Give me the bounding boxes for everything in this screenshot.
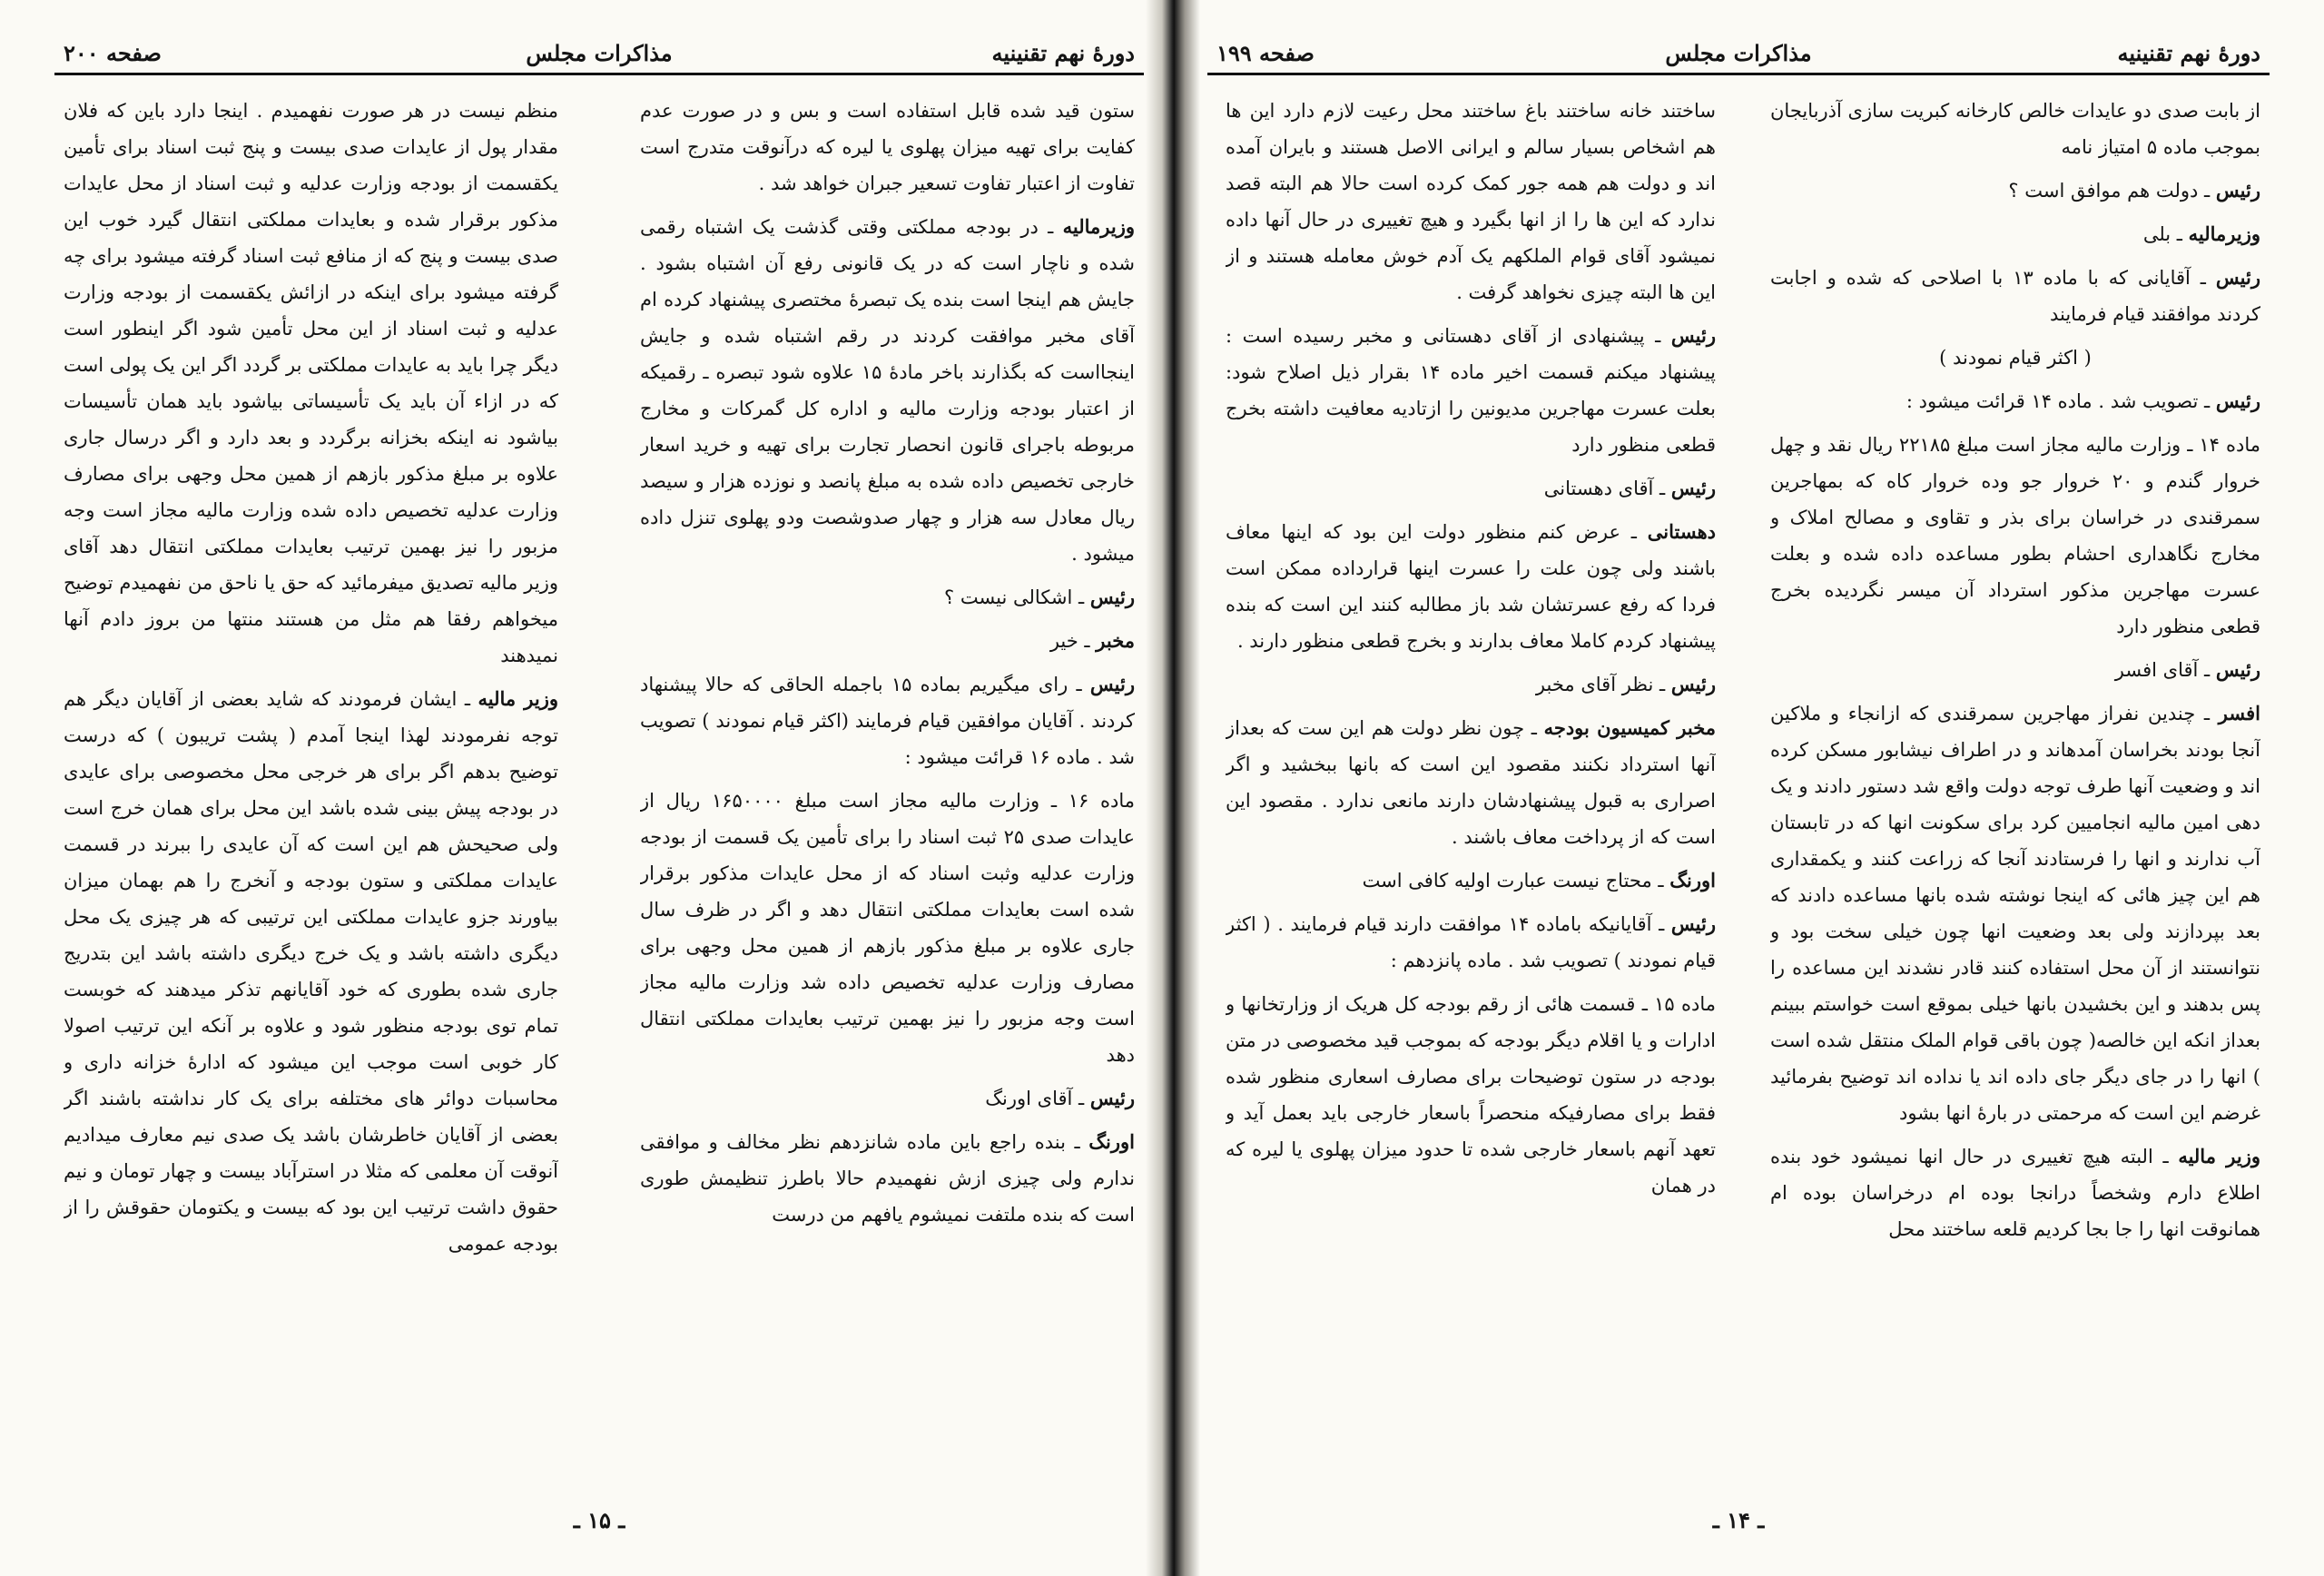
paragraph-text: ـ آقای اورنگ [985,1088,1085,1109]
book-spine [1146,0,1200,1576]
paragraph-text: ـ پیشنهادی از آقای دهستانی و مخبر رسیده است : پیشنهاد میکنم قسمت اخیر ماده ۱۴ بقرار ذیل اصلاح شود: بعلت عسرت مهاجرین مدیونین را ازتادیه معافیت داشته بخرج قطعی منظور دارد [1226,325,1716,456]
speaker-name: رئیس [2215,658,2260,681]
session-label: دورهٔ نهم تقنینیه [2117,40,2260,66]
speaker-name: رئیس [1670,324,1716,347]
text-column-left [1226,93,1716,1468]
paragraph-text: ـ بلی [2142,223,2182,245]
paragraph [1770,93,2260,165]
paragraph [1226,862,1716,899]
paragraph-text: ماده ۱۴ ـ وزارت مالیه مجاز است مبلغ ۲۲۱۸۵ ریال نقد و چهل خروار گندم و ۲۰ خروار جو وده خروار کاه که بمهاجرین سمرقندی در خراسان برای بذر و تقاوی و مصالح املاک و مخارج نگاهداری احشام بطور مساعده داده شده و بعلت عسرت مهاجرین مذکور استرداد آن میسر نگردیده بخرج قطعی منظور دارد [1770,434,2260,637]
paragraph-text: ـ چندین نفراز مهاجرین سمرقندی که ازانجاء و ملاکین آنجا بودند بخراسان آمدهاند و در اطراف نیشابور مسکن کرده اند و وضعیت آنها طرف توجه دولت واقع شد دستور دادند و یک دهی امین مالیه انجامیین کرد برای سکونت انها که در تابستان آب ندارند و انها را فرستادند آنجا که زراعت کنند و یکمقداری هم این چیز هائی که اینجا نوشته شده بانها مساعده دادند که بعد بپردازند ولی بعد وضعیت انها چون خیلی سخت بود و نتوانستند از آن محل استفاده کنند قادر نشدند این مساعده را پس بدهند و این بخشیدن بانها خیلی بموقع است خواستم ببینم بعداز انکه این خالصه( چون باقی قوام الملک منتقل شده است ) انها را در جای دیگر جای داده اند یا نداده اند توضیح بفرمائید غرضم این است که مرحمتی در بارهٔ انها بشود [1770,703,2260,1124]
paragraph-text: از بابت صدی دو عایدات خالص کارخانه کبریت سازی آذربایجان بموجب ماده ۵ امتیاز نامه [1770,100,2260,158]
paragraph-text: ـ اشکالی نیست ؟ [944,586,1085,608]
text-column-right [640,93,1135,1468]
paragraph-text: ـ آقای افسر [2114,659,2211,681]
paragraph-text: ( اکثر قیام نمودند ) [1939,347,2092,369]
speaker-name: وزیرمالیه [2188,222,2260,245]
speaker-name: اورنگ [1088,1130,1135,1153]
page-header [54,36,1144,75]
paragraph-text: ـ چون نظر دولت هم این ست که بعداز آنها استرداد نکنند مقصود این است که بانها ببخشید و اگر اصراری به قبول پیشنهادشان دارند مانعی ندارد . مقصود این است که از پرداخت معاف باشند . [1226,717,1716,848]
paragraph-text: ـ در بودجه مملکتی وقتی گذشت یک اشتباه رقمی شده و ناچار است که در یک قانونی رفع آن اشتباه بشود . جایش هم اینجا است بنده یک تبصرهٔ مختصری پیشنهاد کرده ام آقای مخبر موافقت کردند در رقم اشتباه شده و جایش اینجااست که بگذارند باخر مادهٔ ۱۵ علاوه شود تبصره ـ رقمیکه از اعتبار بودجه وزارت مالیه و اداره کل گمرکات و مخارج مربوطه باجرای قانون انحصار تجارت برای تهیه و خرید اسعار خارجی تخصیص داده شده به مبلغ پانصد و نوزده هزار و سیصد ریال معادل سه هزار و چهار صدوشصت ودو پهلوی تنزل داده میشود . [640,216,1135,565]
paragraph [640,579,1135,616]
speaker-name: رئیس [1089,586,1135,608]
text-column-right [1770,93,2260,1468]
page-label: صفحه ۱۹۹ [1216,40,1315,66]
paragraph-text: ـ نظر آقای مخبر [1535,674,1666,695]
speaker-name: رئیس [1670,673,1716,695]
speaker-name: وزیرمالیه [1062,215,1135,238]
paragraph-text: منظم نیست در هر صورت نفهمیدم . اینجا دارد باین که فلان مقدار پول از عایدات صدی بیست و پنج ثبت اسناد برای تأمین یکقسمت از بودجه وزارت عدلیه و ثبت اسناد از محل عایدات مذکور برقرار شده و بعایدات مملکتی انتقال گیرد خوب این صدی بیست و پنج که از منافع ثبت اسناد گرفته میشود برای چه گرفته میشود برای اینکه در ازائش یکقسمت از بودجه وزارت عدلیه و ثبت اسناد از این محل تأمین شود اگر اینطور است دیگر چرا باید به عایدات مملکتی بر گردد اگر این یک پولی است که در ازاء آن باید یک تأسیساتی بیاشود باید همان تأسیسات بیاشود نه اینکه بخزانه برگردد و بعد دارد و اگر درسال جاری علاوه بر مبلغ مذکور بازهم از همین محل وجهی برای مصارف وزارت عدلیه تخصیص داده شده وزارت مالیه مجاز است وجه مزبور را نیز بهمین ترتیب بعایدات مملکتی انتقال دهد آقای وزیر مالیه تصدیق میفرمائید که حق یا ناحق من نفهمیدم توضیح میخواهم رفقا هم مثل من هستند منتها من بروز دادم آنها نمیدهند [64,100,558,666]
header-title: مذاکرات مجلس [1665,40,1812,66]
paragraph [640,93,1135,202]
speaker-name: اورنگ [1669,869,1716,891]
speaker-name: رئیس [2215,389,2260,412]
speaker-name: رئیس [1089,673,1135,695]
speaker-name: مخبر [1096,629,1135,652]
paragraph [1226,514,1716,659]
speaker-name: دهستانی [1647,520,1716,543]
paragraph [1226,906,1716,979]
left-page [54,0,1144,1576]
text-column-left [64,93,558,1468]
speaker-name: وزیر مالیه [2178,1145,2260,1167]
header-title: مذاکرات مجلس [526,40,673,66]
speaker-name: رئیس [2215,179,2260,202]
paragraph [640,666,1135,775]
page-number: ـ ۱۵ ـ [573,1507,625,1533]
speaker-name: رئیس [1089,1087,1135,1109]
paragraph [1770,652,2260,688]
paragraph [1770,260,2260,332]
paragraph-text: ـ عرض کنم منظور دولت این بود که اینها معاف باشند ولی چون علت را عسرت اینها قرارداده ممکن است فردا که رفع عسرتشان شد باز مطالبه کنند این است که بنده پیشنهاد کردم کاملا معاف بدارند و بخرج قطعی منظور دارند . [1226,521,1716,652]
paragraph [640,783,1135,1073]
speaker-name: وزیر مالیه [478,687,558,710]
paragraph [1770,427,2260,645]
paragraph-text: ـ تصویب شد . ماده ۱۴ قرائت میشود : [1905,390,2211,412]
paragraph [640,1080,1135,1117]
page-label: صفحه ۲۰۰ [64,40,162,66]
paragraph-text: ـ بنده راجع باین ماده شانزدهم نظر مخالف و موافقی ندارم ولی چیزی ازش نفهمیدم حالا باطرز تنظیمش طوری است که بنده ملتفت نمیشوم یافهم من درست [640,1131,1135,1226]
paragraph [1770,1138,2260,1247]
paragraph-text: ـ البته هیچ تغییری در حال انها نمیشود خود بنده اطلاع دارم وشخصاً درانجا بوده ام درخراسان بوده ام همانوقت انها را جا بجا کردیم قلعه ساختند محل [1770,1146,2260,1240]
session-label: دورهٔ نهم تقنینیه [991,40,1135,66]
paragraph [1770,172,2260,209]
speaker-name: رئیس [1670,477,1716,499]
paragraph [1226,318,1716,463]
speaker-name: رئیس [1670,912,1716,935]
paragraph-text: ستون قید شده قابل استفاده است و بس و در صورت عدم کفایت برای تهیه میزان پهلوی یا لیره که درآنوقت متدرج است تفاوت از اعتبار تفاوت تسعیر جبران خواهد شد . [640,100,1135,194]
paragraph [1770,383,2260,419]
right-page [1207,0,2270,1576]
paragraph-text: ـ آقای دهستانی [1543,478,1666,499]
paragraph-text: ساختند خانه ساختند باغ ساختند محل رعیت لازم دارد این ها هم اشخاص بسیار سالم و ایرانی الاصل هستند و بایران آمده اند و دولت هم همه جور کمک کرده است حالا هم البته قصد ندارد که این ها را از انها بگیرد و هیچ تغییری در حال آنها داده نمیشود آقای قوام الملکهم یک آدم خوش معامله هستند و از این ها البته چیزی نخواهد گرفت . [1226,100,1716,303]
paragraph [1226,470,1716,507]
paragraph [1226,93,1716,310]
paragraph-text: ـ آقایانی که با ماده ۱۳ با اصلاحی که شده و اجابت کردند موافقند قیام فرمایند [1770,267,2260,325]
page-number: ـ ۱۴ ـ [1712,1507,1765,1533]
speaker-name: مخبر کمیسیون بودجه [1543,716,1716,739]
paragraph [1770,695,2260,1131]
page-header [1207,36,2270,75]
paragraph-text: ماده ۱۶ ـ وزارت مالیه مجاز است مبلغ ۱۶۵۰۰۰۰ ریال از عایدات صدی ۲۵ ثبت اسناد را برای تأمین یک قسمت از بودجه وزارت عدلیه وثبت اسناد که از محل عایدات مذکور برقرار شده است بعایدات مملکتی انتقال دهد و اگر در ظرف سال جاری علاوه بر مبلغ مذکور بازهم از همین محل وجهی برای مصارف وزارت عدلیه تخصیص داده شد وزارت مالیه مجاز است وجه مزبور را نیز بهمین ترتیب بعایدات مملکتی انتقال دهد [640,790,1135,1066]
paragraph [1770,216,2260,252]
paragraph-text: ـ دولت هم موافق است ؟ [2008,180,2211,202]
paragraph [64,681,558,1262]
paragraph [1226,666,1716,703]
speaker-name: رئیس [2215,266,2260,289]
paragraph [640,1124,1135,1233]
paragraph [1226,986,1716,1204]
paragraph-text: ـ ایشان فرمودند که شاید بعضی از آقایان دیگر هم توجه نفرمودند لهذا اینجا آمدم ( پشت تریبون ) که درست توضیح بدهم اگر برای هر خرجی محل مخصوصی برای عایدی در بودجه پیش بینی شده باشد این محل برای همان خرج است ولی صحیحش هم این است که آن عایدی را ببرند در قسمت عایدات مملکتی و ستون بودجه و آنخرج را هم بهمان میزان بیاورند جزو عایدات مملکتی این ترتیبی که هر چیزی یک محل دیگری داشته باشد و یک خرج دیگری داشته باشد این بتدریج جاری شده بطوری که خود آقایانهم تذکر میدهند که خوبست تمام توی بودجه منظور شود و علاوه بر آنکه این ترتیب اصولا کار خوبی است موجب این میشود که ادارهٔ خزانه داری و محاسبات دوائر های مختلفه برای یک کار نداشته باشند اگر بعضی از آقایان خاطرشان باشد یک صدی نیم معارف میدادیم آنوقت آن معلمی که مثلا در استرآباد بیست و چهار تومان و نیم حقوق داشت ترتیب این بود که بیست و یکتومان حقوقش را از بودجه عمومی [64,688,558,1255]
paragraph-text: ـ محتاج نیست عبارت اولیه کافی است [1362,870,1664,891]
paragraph [640,209,1135,572]
paragraph-text: ـ آقایانیکه باماده ۱۴ موافقت دارند قیام فرمایند . ( اکثر قیام نمودند ) تصویب شد . ماده پانزدهم : [1226,913,1716,971]
paragraph-text: ـ خیر [1049,630,1090,652]
speaker-name: افسر [2218,702,2260,724]
paragraph [640,623,1135,659]
paragraph [64,93,558,674]
paragraph-text: ـ رای میگیریم بماده ۱۵ باجمله الحاقی که حالا پیشنهاد کردند . آقایان موافقین قیام فرمایند (اکثر قیام نمودند ) تصویب شد . ماده ۱۶ قرائت میشود : [640,674,1135,768]
paragraph-text: ماده ۱۵ ـ قسمت هائی از رقم بودجه کل هریک از وزارتخانها و ادارات و یا اقلام دیگر بودجه که بموجب قید مخصوصی در متن بودجه در ستون توضیحات برای مصارف اسعاری منظور شده فقط برای مصارفیکه منحصراً باسعار خارجی باید بعمل آید و تعهد آنهم باسعار خارجی شده تا حدود میزان پهلوی یا لیره که در همان [1226,993,1716,1197]
paragraph [1770,340,2260,376]
paragraph [1226,710,1716,855]
